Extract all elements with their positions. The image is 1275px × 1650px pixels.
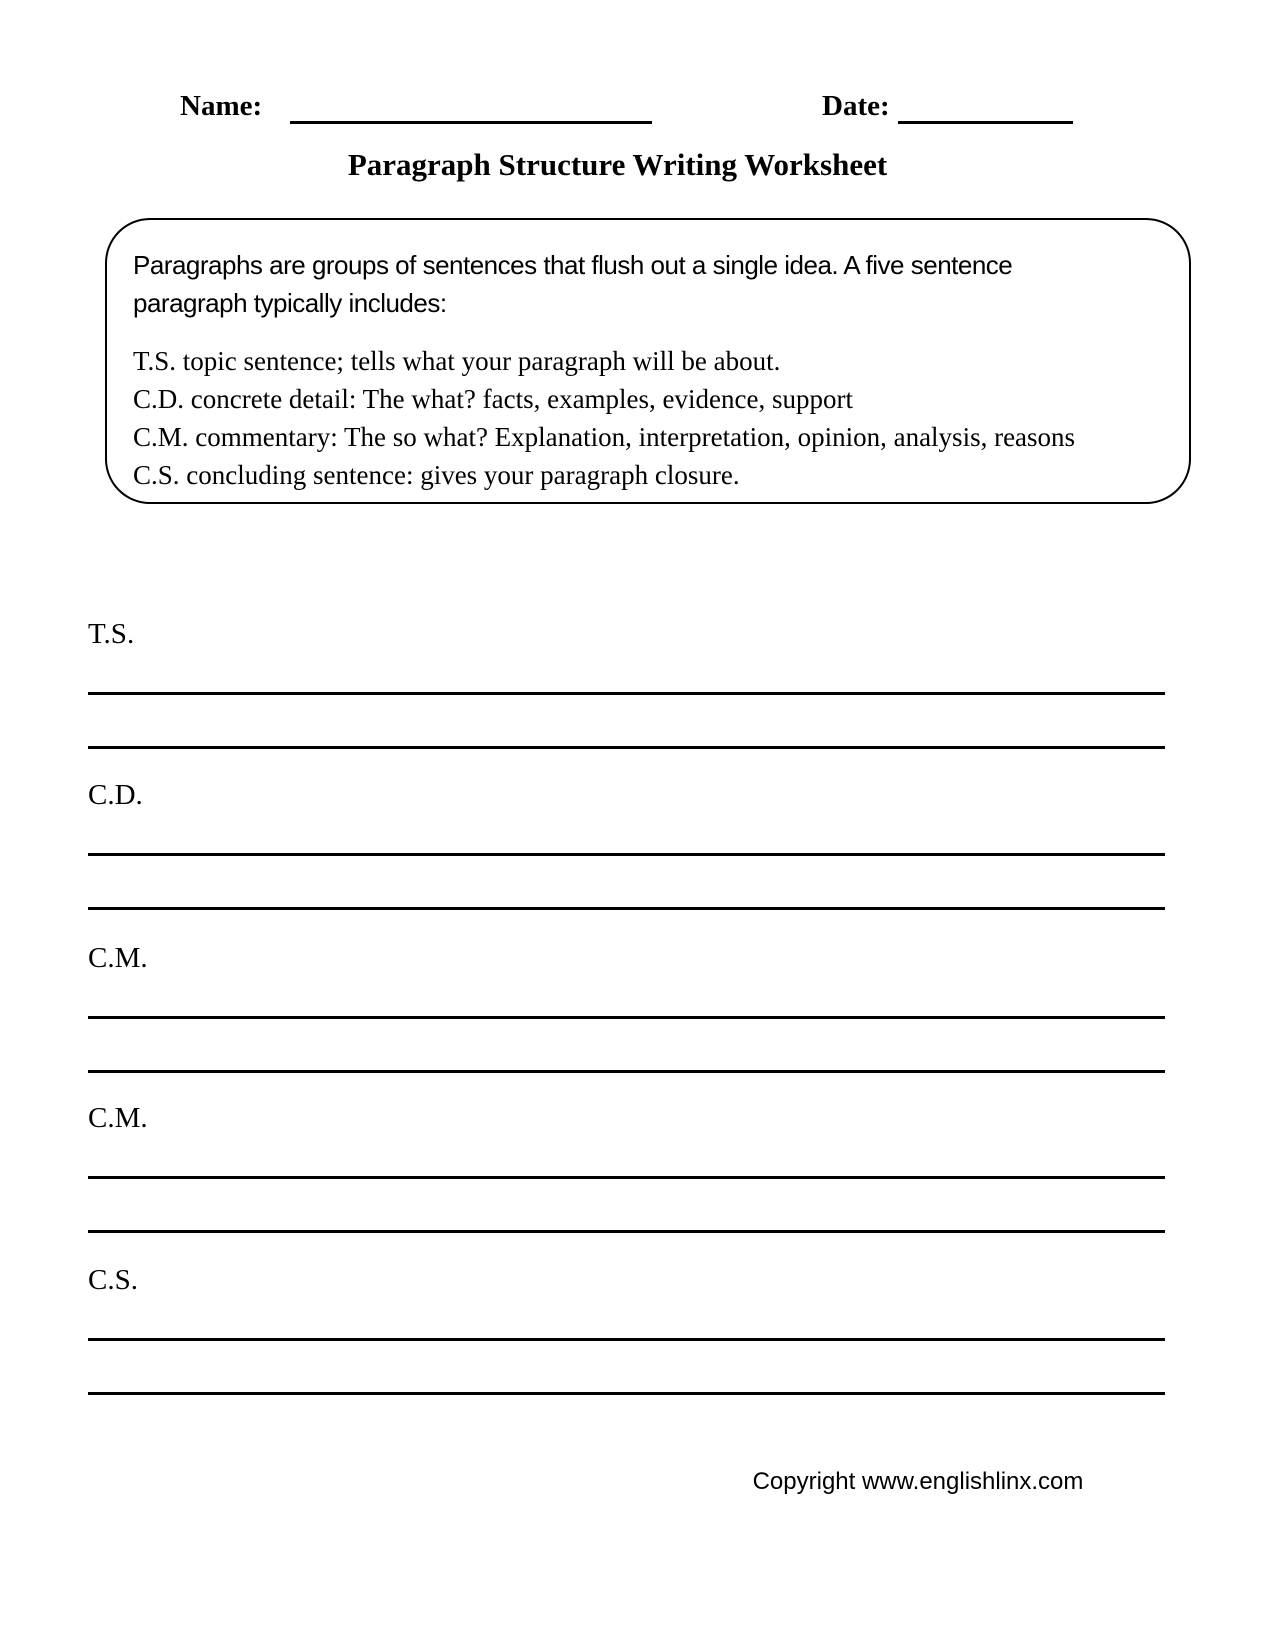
- section-concrete-detail: [88, 779, 1165, 911]
- instructions-intro-line-2: paragraph typically includes:: [133, 288, 447, 318]
- date-blank-field[interactable]: [898, 121, 1073, 124]
- page-title: Paragraph Structure Writing Worksheet: [347, 147, 888, 182]
- writing-line[interactable]: [88, 1338, 1165, 1341]
- writing-line[interactable]: [88, 1016, 1165, 1019]
- writing-line[interactable]: [88, 853, 1165, 856]
- writing-line[interactable]: [88, 1230, 1165, 1233]
- section-topic-sentence: [88, 618, 1165, 750]
- writing-line[interactable]: [88, 907, 1165, 910]
- writing-line[interactable]: [88, 1176, 1165, 1179]
- section-commentary-1: [88, 942, 1165, 1074]
- copyright-text: Copyright www.englishlinx.com: [752, 1468, 1084, 1495]
- section-label-cm-1: C.M.: [88, 942, 148, 974]
- definition-ts: T.S. topic sentence; tells what your paragraph will be about.: [133, 346, 781, 376]
- writing-line[interactable]: [88, 746, 1165, 749]
- writing-line[interactable]: [88, 1070, 1165, 1073]
- definition-cm: C.M. commentary: The so what? Explanation, interpretation, opinion, analysis, reasons: [133, 422, 1076, 452]
- definition-cd: C.D. concrete detail: The what? facts, examples, evidence, support: [133, 384, 853, 414]
- writing-line[interactable]: [88, 692, 1165, 695]
- section-label-cm-2: C.M.: [88, 1102, 148, 1134]
- definition-cs: C.S. concluding sentence: gives your paragraph closure.: [133, 460, 740, 490]
- section-label-cs: C.S.: [88, 1264, 138, 1296]
- name-label: Name:: [180, 90, 263, 122]
- definitions-list: [133, 342, 1169, 494]
- instructions-box: [105, 218, 1191, 504]
- name-blank-field[interactable]: [290, 121, 652, 124]
- section-label-ts: T.S.: [88, 618, 135, 650]
- section-concluding-sentence: [88, 1264, 1165, 1396]
- section-commentary-2: [88, 1102, 1165, 1234]
- date-label: Date:: [822, 90, 890, 122]
- section-label-cd: C.D.: [88, 779, 143, 811]
- instructions-intro-line-1: Paragraphs are groups of sentences that flush out a single idea. A five sentence: [133, 250, 1013, 280]
- writing-line[interactable]: [88, 1392, 1165, 1395]
